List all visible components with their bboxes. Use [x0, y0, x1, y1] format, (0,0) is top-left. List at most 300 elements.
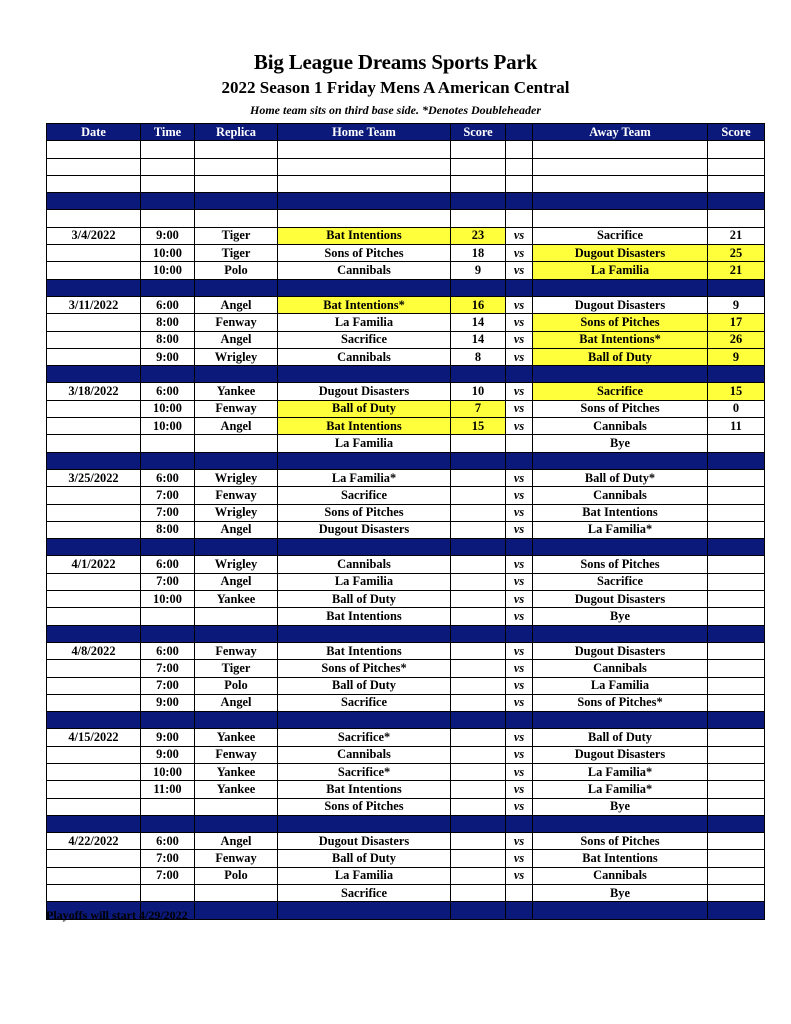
- separator-cell: [141, 193, 195, 210]
- blank-row: [47, 210, 765, 227]
- home-score-cell: [451, 833, 506, 850]
- separator-cell: [533, 452, 708, 469]
- time-cell: 7:00: [141, 867, 195, 884]
- home-score-cell: [451, 642, 506, 659]
- vs-cell: vs: [506, 608, 533, 625]
- time-cell: 10:00: [141, 763, 195, 780]
- replica-cell: Angel: [195, 694, 278, 711]
- replica-cell: Angel: [195, 521, 278, 538]
- date-cell: [47, 521, 141, 538]
- home-team-cell: Sacrifice*: [278, 763, 451, 780]
- time-cell: [141, 435, 195, 452]
- time-cell: 9:00: [141, 348, 195, 365]
- away-team-cell: Ball of Duty: [533, 348, 708, 365]
- separator-cell: [708, 366, 765, 383]
- away-team-cell: Cannibals: [533, 867, 708, 884]
- separator-cell: [533, 815, 708, 832]
- home-score-cell: 16: [451, 296, 506, 313]
- separator-cell: [708, 539, 765, 556]
- blank-cell: [278, 175, 451, 192]
- date-cell: [47, 850, 141, 867]
- blank-cell: [451, 210, 506, 227]
- separator-cell: [451, 815, 506, 832]
- playoffs-note: Playoffs will start 4/29/2022: [46, 908, 188, 922]
- away-score-cell: [708, 694, 765, 711]
- home-team-cell: Ball of Duty: [278, 677, 451, 694]
- time-cell: 8:00: [141, 521, 195, 538]
- col-header-home-team: Home Team: [278, 124, 451, 141]
- away-score-cell: [708, 763, 765, 780]
- home-score-cell: 18: [451, 245, 506, 262]
- separator-cell: [451, 712, 506, 729]
- home-team-cell: Dugout Disasters: [278, 521, 451, 538]
- away-team-cell: Dugout Disasters: [533, 746, 708, 763]
- date-cell: [47, 781, 141, 798]
- separator-cell: [278, 539, 451, 556]
- separator-cell: [195, 539, 278, 556]
- replica-cell: Angel: [195, 418, 278, 435]
- separator-cell: [708, 452, 765, 469]
- home-team-cell: Sons of Pitches*: [278, 660, 451, 677]
- separator-cell: [506, 279, 533, 296]
- away-team-cell: Bye: [533, 435, 708, 452]
- table-row: [47, 383, 765, 400]
- separator-cell: [708, 279, 765, 296]
- date-cell: [47, 400, 141, 417]
- home-score-cell: [451, 521, 506, 538]
- home-score-cell: 14: [451, 331, 506, 348]
- vs-cell: vs: [506, 660, 533, 677]
- separator-cell: [195, 712, 278, 729]
- separator-cell: [278, 193, 451, 210]
- replica-cell: Fenway: [195, 314, 278, 331]
- separator-cell: [506, 366, 533, 383]
- away-score-cell: [708, 781, 765, 798]
- home-score-cell: [451, 781, 506, 798]
- table-row: [47, 885, 765, 902]
- replica-cell: Yankee: [195, 763, 278, 780]
- date-cell: 3/11/2022: [47, 296, 141, 313]
- home-team-cell: Ball of Duty: [278, 400, 451, 417]
- separator-cell: [141, 712, 195, 729]
- vs-cell: vs: [506, 694, 533, 711]
- blank-cell: [278, 210, 451, 227]
- vs-cell: vs: [506, 383, 533, 400]
- away-team-cell: Bat Intentions: [533, 850, 708, 867]
- time-cell: 8:00: [141, 331, 195, 348]
- blank-cell: [533, 158, 708, 175]
- time-cell: 8:00: [141, 314, 195, 331]
- separator-cell: [533, 279, 708, 296]
- away-team-cell: Bat Intentions*: [533, 331, 708, 348]
- away-team-cell: Bye: [533, 885, 708, 902]
- home-score-cell: [451, 469, 506, 486]
- replica-cell: Wrigley: [195, 556, 278, 573]
- separator-cell: [278, 625, 451, 642]
- separator-cell: [195, 366, 278, 383]
- home-score-cell: [451, 608, 506, 625]
- blank-cell: [506, 210, 533, 227]
- date-cell: 3/18/2022: [47, 383, 141, 400]
- home-team-cell: Cannibals: [278, 262, 451, 279]
- home-score-cell: [451, 763, 506, 780]
- home-team-cell: La Familia: [278, 435, 451, 452]
- table-row: [47, 521, 765, 538]
- col-header-home-score: Score: [451, 124, 506, 141]
- vs-cell: vs: [506, 781, 533, 798]
- replica-cell: Angel: [195, 296, 278, 313]
- vs-cell: [506, 435, 533, 452]
- home-score-cell: [451, 798, 506, 815]
- separator-cell: [506, 452, 533, 469]
- date-cell: [47, 677, 141, 694]
- away-team-cell: Sons of Pitches: [533, 400, 708, 417]
- table-row: [47, 245, 765, 262]
- col-header-away-score: Score: [708, 124, 765, 141]
- time-cell: 7:00: [141, 677, 195, 694]
- separator-row: [47, 539, 765, 556]
- table-row: [47, 573, 765, 590]
- vs-cell: vs: [506, 850, 533, 867]
- replica-cell: Yankee: [195, 781, 278, 798]
- away-score-cell: [708, 642, 765, 659]
- home-team-cell: Bat Intentions: [278, 608, 451, 625]
- blank-cell: [141, 141, 195, 158]
- date-cell: [47, 694, 141, 711]
- separator-cell: [451, 625, 506, 642]
- separator-row: [47, 366, 765, 383]
- date-cell: [47, 435, 141, 452]
- home-team-cell: Cannibals: [278, 746, 451, 763]
- time-cell: 11:00: [141, 781, 195, 798]
- vs-cell: vs: [506, 348, 533, 365]
- page-note: Home team sits on third base side. *Denotes Doubleheader: [250, 103, 541, 117]
- away-score-cell: [708, 850, 765, 867]
- time-cell: 6:00: [141, 556, 195, 573]
- away-score-cell: 21: [708, 262, 765, 279]
- away-score-cell: 21: [708, 227, 765, 244]
- away-score-cell: 11: [708, 418, 765, 435]
- replica-cell: Polo: [195, 262, 278, 279]
- vs-cell: vs: [506, 833, 533, 850]
- col-header-replica: Replica: [195, 124, 278, 141]
- replica-cell: Angel: [195, 331, 278, 348]
- time-cell: [141, 885, 195, 902]
- time-cell: 6:00: [141, 383, 195, 400]
- replica-cell: Wrigley: [195, 348, 278, 365]
- separator-cell: [141, 815, 195, 832]
- separator-cell: [533, 902, 708, 919]
- home-team-cell: Sacrifice*: [278, 729, 451, 746]
- vs-cell: vs: [506, 556, 533, 573]
- separator-cell: [506, 712, 533, 729]
- separator-cell: [506, 815, 533, 832]
- blank-cell: [278, 141, 451, 158]
- separator-row: [47, 625, 765, 642]
- separator-cell: [47, 625, 141, 642]
- home-score-cell: [451, 677, 506, 694]
- table-row: [47, 296, 765, 313]
- away-team-cell: Sacrifice: [533, 227, 708, 244]
- home-team-cell: Dugout Disasters: [278, 833, 451, 850]
- home-score-cell: [451, 729, 506, 746]
- separator-cell: [708, 815, 765, 832]
- home-score-cell: 9: [451, 262, 506, 279]
- away-team-cell: Bye: [533, 798, 708, 815]
- home-score-cell: 15: [451, 418, 506, 435]
- vs-cell: vs: [506, 746, 533, 763]
- table-row: [47, 608, 765, 625]
- separator-cell: [451, 279, 506, 296]
- home-score-cell: [451, 435, 506, 452]
- table-row: [47, 833, 765, 850]
- table-row: [47, 694, 765, 711]
- separator-cell: [195, 452, 278, 469]
- replica-cell: [195, 608, 278, 625]
- time-cell: 6:00: [141, 296, 195, 313]
- date-cell: [47, 504, 141, 521]
- away-score-cell: 9: [708, 348, 765, 365]
- blank-cell: [47, 175, 141, 192]
- replica-cell: Fenway: [195, 850, 278, 867]
- home-score-cell: [451, 850, 506, 867]
- table-row: [47, 729, 765, 746]
- separator-cell: [141, 539, 195, 556]
- home-score-cell: [451, 746, 506, 763]
- home-team-cell: Sacrifice: [278, 694, 451, 711]
- away-score-cell: [708, 729, 765, 746]
- date-cell: 3/25/2022: [47, 469, 141, 486]
- separator-cell: [533, 366, 708, 383]
- separator-cell: [141, 366, 195, 383]
- home-team-cell: Ball of Duty: [278, 591, 451, 608]
- home-team-cell: La Familia: [278, 573, 451, 590]
- blank-cell: [47, 158, 141, 175]
- away-team-cell: Ball of Duty: [533, 729, 708, 746]
- schedule-table: [46, 123, 765, 920]
- away-team-cell: Sons of Pitches*: [533, 694, 708, 711]
- separator-row: [47, 279, 765, 296]
- vs-cell: vs: [506, 798, 533, 815]
- away-score-cell: [708, 885, 765, 902]
- time-cell: 10:00: [141, 400, 195, 417]
- separator-cell: [506, 625, 533, 642]
- replica-cell: Fenway: [195, 642, 278, 659]
- vs-cell: vs: [506, 487, 533, 504]
- vs-cell: vs: [506, 262, 533, 279]
- away-score-cell: [708, 521, 765, 538]
- table-row: [47, 400, 765, 417]
- table-row: [47, 677, 765, 694]
- separator-cell: [195, 193, 278, 210]
- away-score-cell: [708, 469, 765, 486]
- home-team-cell: Dugout Disasters: [278, 383, 451, 400]
- separator-cell: [278, 279, 451, 296]
- vs-cell: [506, 885, 533, 902]
- separator-cell: [278, 366, 451, 383]
- date-cell: [47, 573, 141, 590]
- replica-cell: Tiger: [195, 245, 278, 262]
- home-score-cell: [451, 591, 506, 608]
- replica-cell: Tiger: [195, 227, 278, 244]
- home-team-cell: Sons of Pitches: [278, 245, 451, 262]
- away-score-cell: [708, 487, 765, 504]
- vs-cell: vs: [506, 400, 533, 417]
- away-score-cell: [708, 867, 765, 884]
- table-row: [47, 746, 765, 763]
- time-cell: 7:00: [141, 504, 195, 521]
- replica-cell: [195, 885, 278, 902]
- replica-cell: [195, 798, 278, 815]
- separator-row: [47, 452, 765, 469]
- separator-cell: [533, 625, 708, 642]
- away-score-cell: [708, 677, 765, 694]
- away-team-cell: Sacrifice: [533, 383, 708, 400]
- time-cell: 10:00: [141, 591, 195, 608]
- time-cell: [141, 608, 195, 625]
- time-cell: 7:00: [141, 660, 195, 677]
- vs-cell: vs: [506, 504, 533, 521]
- separator-row: [47, 193, 765, 210]
- separator-cell: [451, 366, 506, 383]
- separator-cell: [708, 193, 765, 210]
- replica-cell: Wrigley: [195, 504, 278, 521]
- blank-cell: [708, 158, 765, 175]
- date-cell: [47, 746, 141, 763]
- schedule-body: [47, 141, 765, 919]
- away-team-cell: La Familia*: [533, 763, 708, 780]
- home-team-cell: Sons of Pitches: [278, 798, 451, 815]
- separator-cell: [195, 279, 278, 296]
- time-cell: 9:00: [141, 729, 195, 746]
- time-cell: 10:00: [141, 245, 195, 262]
- table-row: [47, 591, 765, 608]
- table-header-row: [47, 124, 765, 141]
- away-score-cell: [708, 833, 765, 850]
- date-cell: [47, 660, 141, 677]
- away-team-cell: La Familia*: [533, 521, 708, 538]
- separator-cell: [708, 625, 765, 642]
- replica-cell: Tiger: [195, 660, 278, 677]
- page-subtitle: 2022 Season 1 Friday Mens A American Central: [221, 78, 570, 97]
- blank-cell: [451, 175, 506, 192]
- table-row: [47, 504, 765, 521]
- separator-cell: [47, 279, 141, 296]
- home-team-cell: Cannibals: [278, 556, 451, 573]
- blank-cell: [141, 210, 195, 227]
- separator-cell: [141, 625, 195, 642]
- separator-cell: [47, 815, 141, 832]
- date-cell: [47, 418, 141, 435]
- date-cell: [47, 867, 141, 884]
- separator-cell: [708, 712, 765, 729]
- away-team-cell: La Familia: [533, 677, 708, 694]
- date-cell: [47, 331, 141, 348]
- away-score-cell: [708, 573, 765, 590]
- date-cell: 4/22/2022: [47, 833, 141, 850]
- date-cell: 4/1/2022: [47, 556, 141, 573]
- table-row: [47, 867, 765, 884]
- table-row: [47, 763, 765, 780]
- blank-cell: [533, 141, 708, 158]
- away-score-cell: [708, 608, 765, 625]
- away-score-cell: [708, 435, 765, 452]
- away-score-cell: 25: [708, 245, 765, 262]
- date-cell: [47, 608, 141, 625]
- replica-cell: Fenway: [195, 487, 278, 504]
- replica-cell: Yankee: [195, 383, 278, 400]
- vs-cell: vs: [506, 245, 533, 262]
- away-team-cell: Cannibals: [533, 418, 708, 435]
- replica-cell: [195, 435, 278, 452]
- blank-cell: [141, 158, 195, 175]
- separator-row: [47, 815, 765, 832]
- away-score-cell: 9: [708, 296, 765, 313]
- date-cell: 4/15/2022: [47, 729, 141, 746]
- blank-row: [47, 141, 765, 158]
- vs-cell: vs: [506, 296, 533, 313]
- home-score-cell: [451, 660, 506, 677]
- home-score-cell: [451, 556, 506, 573]
- home-score-cell: [451, 885, 506, 902]
- away-team-cell: Sacrifice: [533, 573, 708, 590]
- home-team-cell: La Familia: [278, 314, 451, 331]
- col-header-away-team: Away Team: [533, 124, 708, 141]
- replica-cell: Yankee: [195, 729, 278, 746]
- date-cell: [47, 348, 141, 365]
- blank-cell: [506, 158, 533, 175]
- home-score-cell: 23: [451, 227, 506, 244]
- home-team-cell: La Familia*: [278, 469, 451, 486]
- time-cell: 7:00: [141, 573, 195, 590]
- separator-row: [47, 712, 765, 729]
- home-score-cell: [451, 504, 506, 521]
- home-team-cell: Sacrifice: [278, 331, 451, 348]
- vs-cell: vs: [506, 418, 533, 435]
- blank-cell: [451, 158, 506, 175]
- home-score-cell: [451, 487, 506, 504]
- separator-cell: [451, 452, 506, 469]
- table-row: [47, 798, 765, 815]
- separator-cell: [47, 712, 141, 729]
- vs-cell: vs: [506, 867, 533, 884]
- date-cell: [47, 487, 141, 504]
- separator-cell: [451, 193, 506, 210]
- table-row: [47, 418, 765, 435]
- date-cell: [47, 591, 141, 608]
- away-team-cell: La Familia: [533, 262, 708, 279]
- blank-cell: [506, 141, 533, 158]
- separator-cell: [533, 712, 708, 729]
- time-cell: 9:00: [141, 694, 195, 711]
- separator-cell: [195, 815, 278, 832]
- away-team-cell: Ball of Duty*: [533, 469, 708, 486]
- col-header-date: Date: [47, 124, 141, 141]
- date-cell: [47, 798, 141, 815]
- home-score-cell: [451, 867, 506, 884]
- blank-cell: [708, 141, 765, 158]
- away-score-cell: [708, 504, 765, 521]
- separator-cell: [141, 452, 195, 469]
- away-team-cell: Bye: [533, 608, 708, 625]
- time-cell: 6:00: [141, 833, 195, 850]
- date-cell: [47, 245, 141, 262]
- vs-cell: vs: [506, 677, 533, 694]
- home-score-cell: [451, 694, 506, 711]
- home-team-cell: Cannibals: [278, 348, 451, 365]
- away-team-cell: Cannibals: [533, 660, 708, 677]
- blank-cell: [506, 175, 533, 192]
